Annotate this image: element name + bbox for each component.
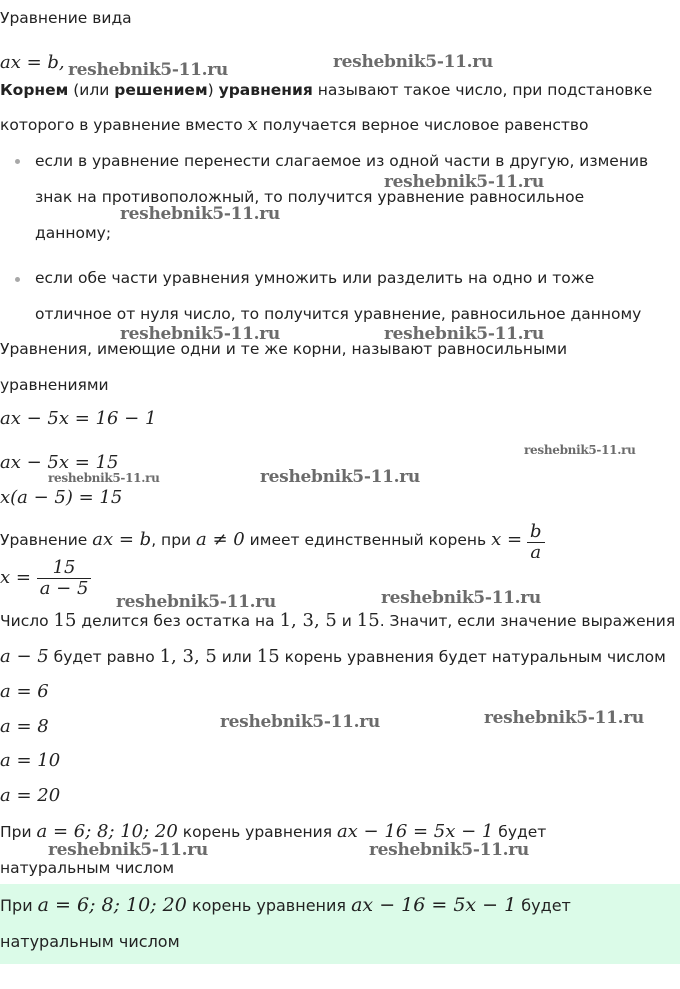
text: корень уравнения будет натуральным числом: [279, 648, 666, 666]
answer-line-1: [0, 894, 571, 917]
watermark: reshebnik5-11.ru: [484, 708, 644, 728]
text: делится без остатка на: [76, 612, 280, 630]
math-x-eq: x =: [491, 529, 523, 550]
answer-box: [0, 884, 680, 964]
watermark: reshebnik5-11.ru: [48, 840, 208, 860]
rule-2-line-2: отличное от нуля число, то получится уравнение, равносильное данному: [35, 305, 642, 323]
divisibility-line: [0, 611, 675, 631]
watermark: reshebnik5-11.ru: [120, 204, 280, 224]
root-formula: [0, 556, 91, 600]
watermark: reshebnik5-11.ru: [369, 840, 529, 860]
equation-step-2: ax − 5x = 15: [0, 452, 119, 473]
equation-step-3: x(a − 5) = 15: [0, 487, 123, 508]
math-a-values: a = 6; 8; 10; 20: [37, 894, 187, 916]
math-a-minus-5: a − 5: [0, 646, 49, 667]
watermark: reshebnik5-11.ru: [381, 588, 541, 608]
watermark: reshebnik5-11.ru: [116, 592, 276, 612]
math-15: 15: [53, 610, 77, 631]
rule-1-line-2: знак на противоположный, то получится уравнение равносильное: [35, 188, 585, 206]
text: Уравнение: [0, 531, 93, 549]
math-ax-b: ax = b: [92, 529, 152, 550]
a-value: a = 6: [0, 681, 49, 702]
fraction-b-over-a: [527, 522, 545, 558]
intro-line: Уравнение вида: [0, 9, 132, 27]
text: При: [0, 896, 38, 915]
math-a-values: a = 6; 8; 10; 20: [36, 821, 178, 842]
math-a-neq-0: a ≠ 0: [196, 529, 245, 550]
fraction-denominator: a: [527, 542, 545, 558]
text: и: [336, 612, 357, 630]
math-15: 15: [356, 610, 380, 631]
definition-text: ): [207, 81, 219, 99]
definition-text: называют такое число, при подстановке: [312, 81, 653, 99]
math-divisors: 1, 3, 5: [279, 610, 337, 631]
text: При: [0, 823, 37, 841]
text: Число: [0, 612, 54, 630]
text: корень уравнения: [177, 823, 337, 841]
equation-step-1: ax − 5x = 16 − 1: [0, 408, 157, 429]
text: . Значит, если значение выражения: [379, 612, 676, 630]
equivalent-line-1: Уравнения, имеющие одни и те же корни, называют равносильными: [0, 340, 568, 358]
math-equation: ax − 16 = 5x − 1: [351, 894, 517, 916]
watermark: reshebnik5-11.ru: [68, 60, 228, 80]
conclusion-line-1: [0, 822, 546, 842]
fraction-denominator: a − 5: [37, 578, 92, 599]
fraction-numerator: b: [529, 522, 542, 542]
math-divisors: 1, 3, 5: [159, 646, 217, 667]
a-value: a = 10: [0, 750, 61, 771]
math-x-eq: x =: [0, 567, 31, 588]
text: имеет единственный корень: [244, 531, 492, 549]
definition-bold-equation: уравнения: [218, 81, 313, 99]
watermark: reshebnik5-11.ru: [384, 172, 544, 192]
condition-line: [0, 647, 666, 667]
fraction-15-over-a-5: [37, 558, 92, 599]
watermark: reshebnik5-11.ru: [220, 712, 380, 732]
fraction-numerator: 15: [52, 556, 76, 578]
a-value: a = 8: [0, 716, 49, 737]
answer-line-2: натуральным числом: [0, 932, 180, 951]
definition-line-1: [0, 80, 652, 100]
text: корень уравнения: [186, 896, 352, 915]
text: будет: [493, 823, 547, 841]
intro-equation: ax = b,: [0, 52, 65, 73]
text: будет: [516, 896, 571, 915]
watermark: reshebnik5-11.ru: [260, 467, 420, 487]
definition-bold-solution: решением: [114, 81, 208, 99]
math-15: 15: [256, 646, 280, 667]
text: или: [216, 648, 257, 666]
watermark: reshebnik5-11.ru: [48, 471, 160, 485]
text: , при: [151, 531, 197, 549]
rule-2-line-1: если обе части уравнения умножить или разделить на одно и тоже: [35, 269, 595, 287]
watermark: reshebnik5-11.ru: [333, 52, 493, 72]
rule-1-line-3: данному;: [35, 224, 112, 242]
conclusion-line-2: натуральным числом: [0, 859, 175, 877]
watermark: reshebnik5-11.ru: [384, 324, 544, 344]
bullet-dot: [15, 277, 20, 282]
watermark: reshebnik5-11.ru: [524, 443, 636, 457]
definition-line-2: [0, 115, 589, 135]
definition-text: которого в уравнение вместо: [0, 116, 248, 134]
equivalent-line-2: уравнениями: [0, 376, 109, 394]
rule-1-line-1: если в уравнение перенести слагаемое из одной части в другую, изменив: [35, 152, 649, 170]
text: будет равно: [48, 648, 160, 666]
bullet-dot: [15, 159, 20, 164]
math-equation: ax − 16 = 5x − 1: [336, 821, 494, 842]
math-x: x: [247, 114, 258, 135]
a-value: a = 20: [0, 785, 61, 806]
definition-text: получается верное числовое равенство: [257, 116, 589, 134]
watermark: reshebnik5-11.ru: [120, 324, 280, 344]
unique-root-line: [0, 522, 545, 558]
definition-text: (или: [68, 81, 115, 99]
definition-bold-root: Корнем: [0, 81, 69, 99]
